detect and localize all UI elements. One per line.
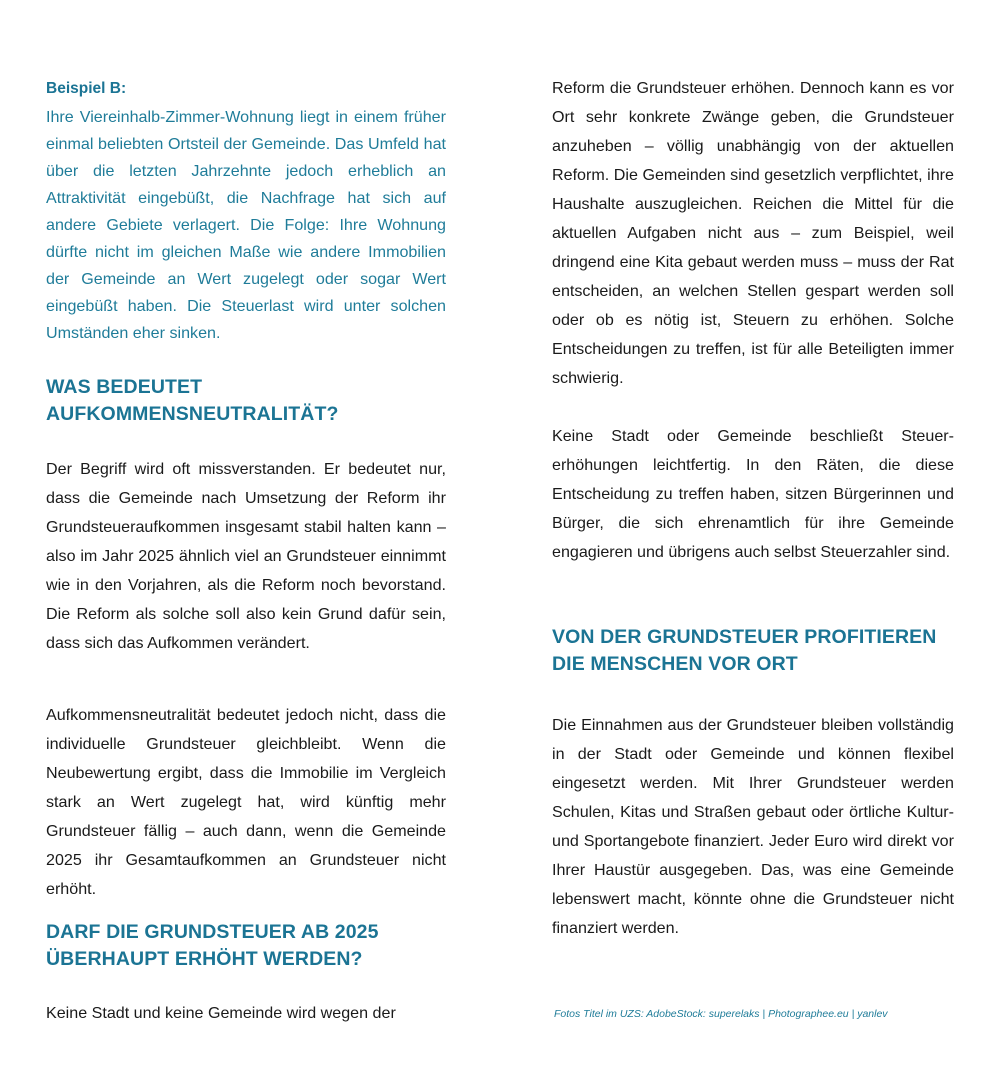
neutrality-paragraph-2: Aufkommensneutralität bedeutet jedoch nicht, dass die individuelle Grundsteuer gleichbleibt. Wenn die Neubewertung ergibt, dass die Immobilie im Vergleich stark an Wert zugelegt hat, wird künftig mehr Grundsteuer fällig – auch dann, wenn die Gemeinde 2025 ihr Gesamtaufkommen an Grundsteuer nicht erhöht. [46,706,446,898]
increase-paragraph-2: Keine Stadt oder Gemeinde beschließt Steuererhöhungen leichtfertig. In den Räten, die diese Entscheidung zu treffen haben, sitzen Bürgerinnen und Bürger, die sich ehrenamtlich für ihre Gemeinde engagieren und übrigens auch selbst Steuerzahler sind. [552,427,954,561]
example-b-text: Ihre Viereinhalb-Zimmer-Wohnung liegt in einem früher einmal beliebten Ortsteil der Gemeinde. Das Umfeld hat über die letzten Jahrzehnte jedoch erheblich an Attraktivität eingebüßt, die Nachfrage hat sich auf andere Gebiete verlagert. Die Folge: Ihre Wohnung dürfte nicht im gleichen Maße wie andere Immobilien der Gemeinde an Wert zugelegt oder sogar Wert eingebüßt haben. Die Steuerlast wird unter solchen Umständen eher sinken. [46,108,446,342]
increase-paragraph-continued: Reform die Grundsteuer erhöhen. Dennoch kann es vor Ort sehr konkrete Zwänge geben, die Grundsteuer anzuheben – völlig unabhängig von der aktuellen Reform. Die Gemeinden sind gesetzlich verpflichtet, ihre Haushalte auszugleichen. Reichen die Mittel für die aktuellen Aufgaben nicht aus – zum Beispiel, weil dringend eine Kita gebaut werden muss – muss der Rat entscheiden, an welchen Stellen gespart werden soll oder ob es nötig ist, Steuern zu erhöhen. Solche Entscheidungen zu treffen, ist für alle Beteiligten immer schwierig. [552,79,954,387]
photo-credit: Fotos Titel im UZS: AdobeStock: superelaks | Photographee.eu | yanlev [554,1008,888,1020]
heading-grundsteuer-erhoehung: DARF DIE GRUNDSTEUER AB 2025 ÜBERHAUPT ERHÖHT WERDEN? [46,921,379,970]
increase-paragraph-start: Keine Stadt und keine Gemeinde wird wegen der [46,1004,396,1022]
example-b-title: Beispiel B: [46,80,127,97]
heading-profit-vor-ort: VON DER GRUNDSTEUER PROFITIEREN DIE MENSCHEN VOR ORT [552,626,937,675]
heading-aufkommensneutralitaet: WAS BEDEUTET AUFKOMMENSNEUTRALITÄT? [46,376,339,425]
benefit-paragraph: Die Einnahmen aus der Grundsteuer bleiben vollständig in der Stadt oder Gemeinde und können flexibel eingesetzt werden. Mit Ihrer Grundsteuer werden Schulen, Kitas und Straßen gebaut oder örtliche Kultur- und Sportangebote finanziert. Jeder Euro wird direkt vor Ihrer Haustür ausgegeben. Das, was eine Gemeinde lebenswert macht, könnte ohne die Grundsteuer nicht finanziert werden. [552,716,954,937]
neutrality-paragraph-1: Der Begriff wird oft missverstanden. Er bedeutet nur, dass die Gemeinde nach Umsetzung der Reform ihr Grundsteueraufkommen insgesamt stabil halten kann – also im Jahr 2025 ähnlich viel an Grundsteuer einnimmt wie in den Vorjahren, als die Reform noch bevorstand. Die Reform als solche soll also kein Grund dafür sein, dass sich das Aufkommen verändert. [46,460,446,652]
